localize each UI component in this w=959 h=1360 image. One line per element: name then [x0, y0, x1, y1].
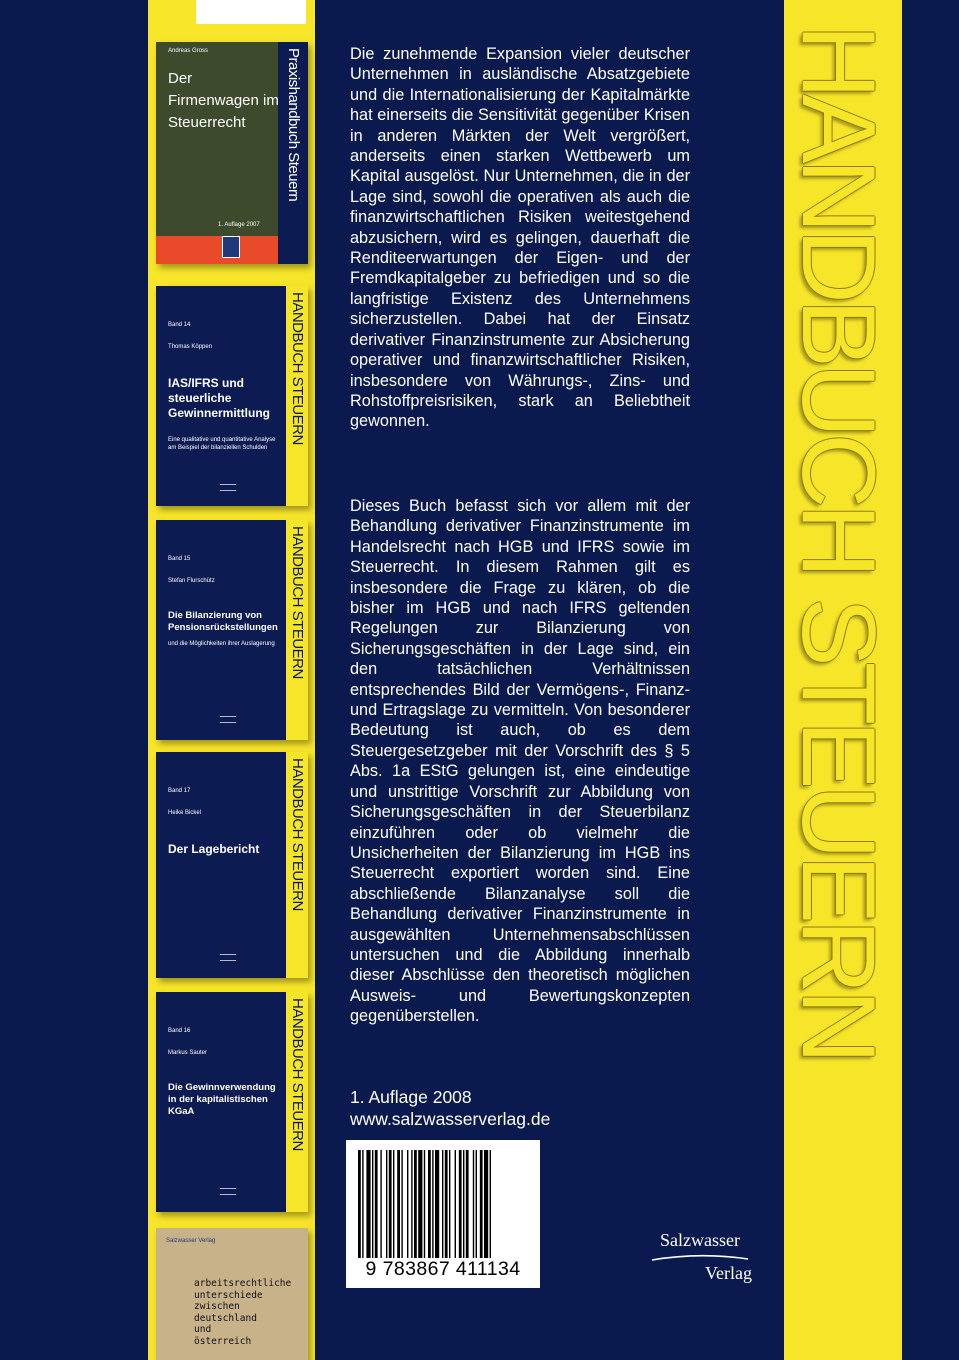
thumbnail-band: Band 15 [168, 556, 191, 562]
barcode-bar [424, 1150, 425, 1258]
thumbnail-series: Praxishandbuch Steuern [285, 48, 302, 202]
thumbnail-series: HANDBUCH STEUERN [289, 998, 306, 1151]
blurb-paragraph-1: Die zunehmende Expansion vieler deutscher Unternehmen in ausländische Absatzgebiete und die Internationalisierung der Kapitalmärkte hat einerseits die Sensitivität gegenüber Krisen in anderen Märkten der Welt vergrößert, anderseits einen starken Wettbewerb um Kapital ausgelöst. Nur Unternehmen, die in der Lage sind, sowohl die operativen als auch die finanzwirtschaftlichen Risiken weitestgehend abzusichern, wird es gelingen, dauerhaft die Renditeerwartungen der Eigen- und der Fremdkapitalgeber zu befriedigen und so die langfristige Existenz des Unternehmens sicherzustellen. Dabei hat der Einsatz derivativer Finanzinstrumente zur Absicherung operativer und finanzwirtschaftlicher Risiken, insbesondere von Währungs-, Zins- und Rohstoffpreisrisiken, stark an Beliebtheit gewonnen. [350, 45, 690, 431]
thumbnail-author: Stefan Flurschütz [168, 578, 215, 584]
barcode-bar [445, 1150, 448, 1258]
previous-thumbnail-edge [196, 0, 306, 24]
thumbnail-band: Band 17 [168, 788, 191, 794]
thumbnail-subtitle: und die Möglichkeiten ihrer Auslagerung [168, 641, 275, 647]
thumbnail-edition: 1. Auflage 2007 [218, 222, 260, 228]
edition-line: 1. Auflage 2008 [350, 1087, 472, 1107]
thumbnail-author: Markus Sauter [168, 1050, 208, 1056]
thumbnail-publisher-logo [220, 954, 236, 961]
barcode-bar [372, 1150, 373, 1258]
edition-block [350, 1086, 550, 1130]
barcode-bar [414, 1150, 417, 1258]
barcode-bar [466, 1150, 469, 1258]
barcode-bar [435, 1150, 439, 1258]
barcode-bar [480, 1150, 483, 1258]
barcode-bar [358, 1150, 361, 1258]
thumbnail-title: Die Gewinnverwendung in der kapitalistischen KGaA [168, 1082, 276, 1117]
thumbnail-publisher-logo [220, 1188, 236, 1195]
thumbnail-subtitle: Eine qualitative und quantitative Analyse am Beispiel der bilanziellen Schulden [168, 437, 276, 451]
thumbnail-author: Thomas Köppen [168, 344, 213, 350]
barcode-bar [476, 1150, 477, 1258]
isbn-barcode [346, 1140, 540, 1288]
publisher-logo [640, 1228, 760, 1284]
thumbnail-title: Die Bilanzierung von Pensionsrückstellungen [168, 610, 278, 633]
barcode-bar [449, 1150, 450, 1258]
publisher-name-line1: Salzwasser [660, 1230, 740, 1250]
barcode-bar [397, 1150, 400, 1258]
publisher-url: www.salzwasserverlag.de [350, 1109, 551, 1129]
thumbnail-author: Heike Bickel [168, 810, 202, 816]
barcode-bar [463, 1150, 464, 1258]
publisher-name-line2: Verlag [705, 1263, 752, 1283]
thumbnail-band-17 [156, 752, 308, 978]
barcode-bar [393, 1150, 394, 1258]
thumbnail-band: Band 14 [168, 322, 191, 328]
barcode-bar [432, 1150, 433, 1258]
barcode-bars [356, 1150, 530, 1258]
thumbnail-band: Band 16 [168, 1028, 191, 1034]
barcode-bar [389, 1150, 392, 1258]
thumbnail-mini-book [222, 236, 240, 258]
isbn-number: 9 783867 411134 [365, 1258, 521, 1280]
swoosh-icon [650, 1254, 750, 1262]
thumbnail-red-band [156, 236, 278, 264]
barcode-bar [418, 1150, 422, 1258]
thumbnail-publisher: Salzwasser Verlag [166, 1238, 216, 1244]
barcode-bar [473, 1150, 474, 1258]
thumbnail-author: Andreas Gross [168, 48, 209, 54]
barcode-bar [401, 1150, 402, 1258]
blurb-paragraph-2: Dieses Buch befasst sich vor allem mit der Behandlung derivativer Finanzinstrumente im Handelsrecht nach HGB und IFRS sowie im Steuerrecht. In diesem Rahmen gilt es insbesondere die Frage zu klären, ob die bisher im HGB und nach IFRS geltenden Regelungen zur Bilanzierung von Sicherungsgeschäften in der Lage sind, ein den tatsächlichen Verhältnissen entsprechendes Bild der Vermögens-, Finanz- und Ertragslage zu vermitteln. Von besonderer Bedeutung ist auch, ob es dem Steuergesetzgeber mit der Vorschrift des § 5 Abs. 1a EStG gelungen ist, eine eindeutige und unstrittige Vorschrift zur Abbildung von Sicherungsgeschäften in der Steuerbilanz einzuführen oder ob vielmehr die Unsicherheiten der Bilanzierung im HGB ins Steuerrecht exportiert worden sind. Eine abschließende Bilanzanalyse soll die Behandlung derivativer Finanzinstrumente in ausgewählten Unternehmensabschlüssen untersuchen und die Abbildung innerhalb dieser Abschlüsse den theoretisch möglichen Ausweis- und Bewertungskonzepten gegenüberstellen. [350, 497, 690, 1026]
barcode-bar [428, 1150, 431, 1258]
thumbnail-series: HANDBUCH STEUERN [289, 526, 306, 679]
barcode-bar [362, 1150, 363, 1258]
thumbnail-publisher-logo [220, 484, 236, 491]
barcode-bar [407, 1150, 408, 1258]
thumbnail-series: HANDBUCH STEUERN [289, 292, 306, 445]
thumbnail-arbeitsrecht [156, 1228, 308, 1360]
barcode-bar [442, 1150, 443, 1258]
thumbnail-title: Der Lagebericht [168, 842, 260, 856]
thumbnail-series: HANDBUCH STEUERN [289, 758, 306, 911]
barcode-bar [375, 1150, 378, 1258]
barcode-bar [411, 1150, 412, 1258]
thumbnail-band-16 [156, 992, 308, 1212]
thumbnail-title: Der Firmenwagen im Steuerrecht [168, 70, 279, 131]
thumbnail-band-15 [156, 520, 308, 740]
thumbnail-publisher-logo [220, 716, 236, 723]
thumbnail-title: arbeitsrechtliche unterschiede zwischen deutschland und österreich [194, 1278, 292, 1347]
barcode-bar [484, 1150, 488, 1258]
barcode-bar [386, 1150, 387, 1258]
thumbnail-band-14 [156, 286, 308, 506]
thumbnail-title: IAS/IFRS und steuerliche Gewinnermittlung [168, 376, 270, 420]
barcode-bar [380, 1150, 381, 1258]
series-title-vertical: HANDBUCH STEUERN [780, 24, 896, 1060]
barcode-bar [490, 1150, 491, 1258]
barcode-bar [366, 1150, 370, 1258]
barcode-bar [455, 1150, 456, 1258]
thumbnail-firmenwagen [156, 42, 308, 264]
barcode-bar [459, 1150, 462, 1258]
